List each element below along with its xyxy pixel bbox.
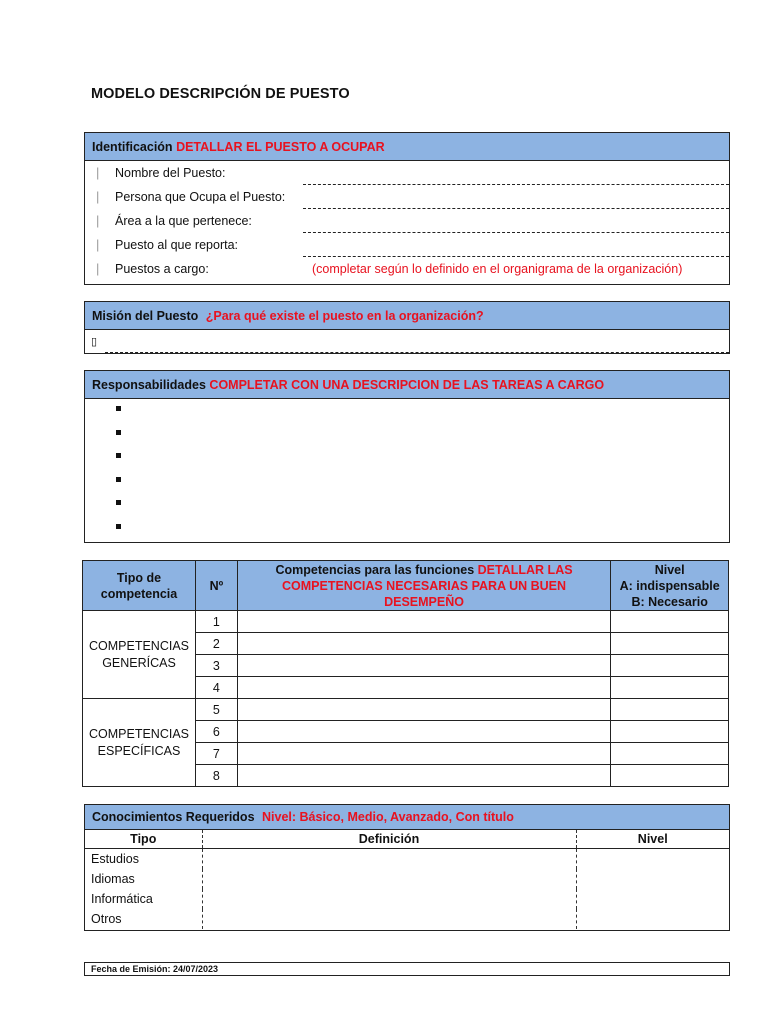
definition-cell[interactable]: [202, 869, 576, 889]
field-row-nombre: [85, 161, 729, 185]
identificacion-section: [84, 132, 730, 285]
bullet-icon: [116, 406, 121, 411]
field-label-cargo: Puestos a cargo:: [115, 262, 209, 276]
bullet-icon: [116, 500, 121, 505]
row-number: 5: [196, 699, 238, 721]
competencias-header-row: [83, 561, 729, 611]
col-competencias: [237, 561, 611, 611]
level-cell[interactable]: [576, 909, 729, 929]
col-tipo-competencia: Tipo de competencia: [83, 561, 196, 611]
conocimientos-header: [85, 805, 729, 830]
field-marker: |: [96, 189, 100, 204]
row-number: 2: [196, 633, 238, 655]
mision-section: [84, 301, 730, 354]
field-marker: |: [96, 261, 100, 276]
knowledge-type: Otros: [91, 912, 122, 926]
definition-cell[interactable]: [202, 909, 576, 929]
competency-cell[interactable]: [237, 611, 611, 633]
conocimientos-note: Nivel: Básico, Medio, Avanzado, Con título: [262, 810, 514, 824]
responsabilidades-section: [84, 370, 730, 543]
competency-cell[interactable]: [237, 655, 611, 677]
col-nivel-a: A: indispensable: [619, 578, 720, 593]
level-cell[interactable]: [611, 655, 729, 677]
table-row: [85, 869, 729, 889]
level-cell[interactable]: [611, 633, 729, 655]
knowledge-type: Idiomas: [91, 872, 135, 886]
col-nivel-title: Nivel: [654, 562, 685, 577]
table-row: [83, 699, 729, 721]
level-cell[interactable]: [611, 699, 729, 721]
row-number: 3: [196, 655, 238, 677]
row-number: 8: [196, 765, 238, 787]
mision-note: ¿Para qué existe el puesto en la organización?: [205, 309, 484, 323]
field-marker: |: [96, 165, 100, 180]
field-row-persona: [85, 185, 729, 209]
identificacion-note: DETALLAR EL PUESTO A OCUPAR: [176, 140, 385, 154]
level-cell[interactable]: [611, 765, 729, 787]
competency-cell[interactable]: [237, 633, 611, 655]
row-number: 6: [196, 721, 238, 743]
competency-cell[interactable]: [237, 699, 611, 721]
bullet-icon: [116, 477, 121, 482]
mision-header: [85, 302, 729, 330]
competency-cell[interactable]: [237, 721, 611, 743]
mision-line[interactable]: [105, 352, 729, 353]
bullet-icon: [116, 524, 121, 529]
col-tipo: Tipo: [85, 830, 202, 849]
definition-cell[interactable]: [202, 889, 576, 909]
field-label-reporta: Puesto al que reporta:: [115, 238, 238, 252]
conocimientos-section: [84, 804, 730, 931]
field-row-reporta: [85, 233, 729, 257]
col-definicion: Definición: [202, 830, 576, 849]
page-title: MODELO DESCRIPCIÓN DE PUESTO: [91, 86, 350, 102]
competency-cell[interactable]: [237, 677, 611, 699]
knowledge-type: Estudios: [91, 852, 139, 866]
competency-cell[interactable]: [237, 743, 611, 765]
competency-group-genericas: COMPETENCIAS GENERÍCAS: [83, 611, 196, 699]
field-note-cargo: (completar según lo definido en el organigrama de la organización): [312, 262, 683, 276]
field-row-cargo: [85, 257, 729, 281]
field-label-nombre: Nombre del Puesto:: [115, 166, 226, 180]
table-row: [83, 611, 729, 633]
knowledge-type: Informática: [91, 892, 153, 906]
level-cell[interactable]: [611, 743, 729, 765]
col-competencias-label: Competencias para las funciones: [275, 562, 475, 577]
field-label-area: Área a la que pertenece:: [115, 214, 252, 228]
mision-heading: Misión del Puesto: [92, 309, 199, 323]
col-nivel: [611, 561, 729, 611]
conocimientos-header-row: [85, 830, 729, 849]
conocimientos-heading: Conocimientos Requeridos: [92, 810, 255, 824]
field-label-persona: Persona que Ocupa el Puesto:: [115, 190, 286, 204]
col-competencias-note: DETALLAR LAS COMPETENCIAS NECESARIAS PARA UN BUEN DESEMPEÑO: [282, 562, 573, 609]
level-cell[interactable]: [576, 889, 729, 909]
competency-cell[interactable]: [237, 765, 611, 787]
bullet-icon: [116, 453, 121, 458]
table-row: [85, 909, 729, 929]
level-cell[interactable]: [576, 849, 729, 870]
responsabilidades-header: [85, 371, 729, 399]
identificacion-heading: Identificación: [92, 140, 173, 154]
row-number: 1: [196, 611, 238, 633]
table-row: [85, 889, 729, 909]
col-nivel-b: B: Necesario: [631, 594, 708, 609]
footer-emission-date: Fecha de Emisión: 24/07/2023: [84, 962, 730, 976]
definition-cell[interactable]: [202, 849, 576, 870]
competency-group-especificas: COMPETENCIAS ESPECÍFICAS: [83, 699, 196, 787]
conocimientos-table: [85, 830, 729, 929]
row-number: 4: [196, 677, 238, 699]
field-row-area: [85, 209, 729, 233]
mision-placeholder-icon: ▯: [91, 336, 98, 348]
competencias-table: [82, 560, 729, 787]
level-cell[interactable]: [611, 677, 729, 699]
responsabilidades-note: COMPLETAR CON UNA DESCRIPCION DE LAS TAREAS A CARGO: [209, 378, 605, 392]
field-marker: |: [96, 237, 100, 252]
bullet-icon: [116, 430, 121, 435]
field-marker: |: [96, 213, 100, 228]
col-nivel-conocimiento: Nivel: [576, 830, 729, 849]
level-cell[interactable]: [611, 721, 729, 743]
level-cell[interactable]: [576, 869, 729, 889]
responsabilidades-heading: Responsabilidades: [92, 378, 206, 392]
table-row: [85, 849, 729, 870]
col-numero: Nº: [196, 561, 238, 611]
row-number: 7: [196, 743, 238, 765]
level-cell[interactable]: [611, 611, 729, 633]
identificacion-header: [85, 133, 729, 161]
